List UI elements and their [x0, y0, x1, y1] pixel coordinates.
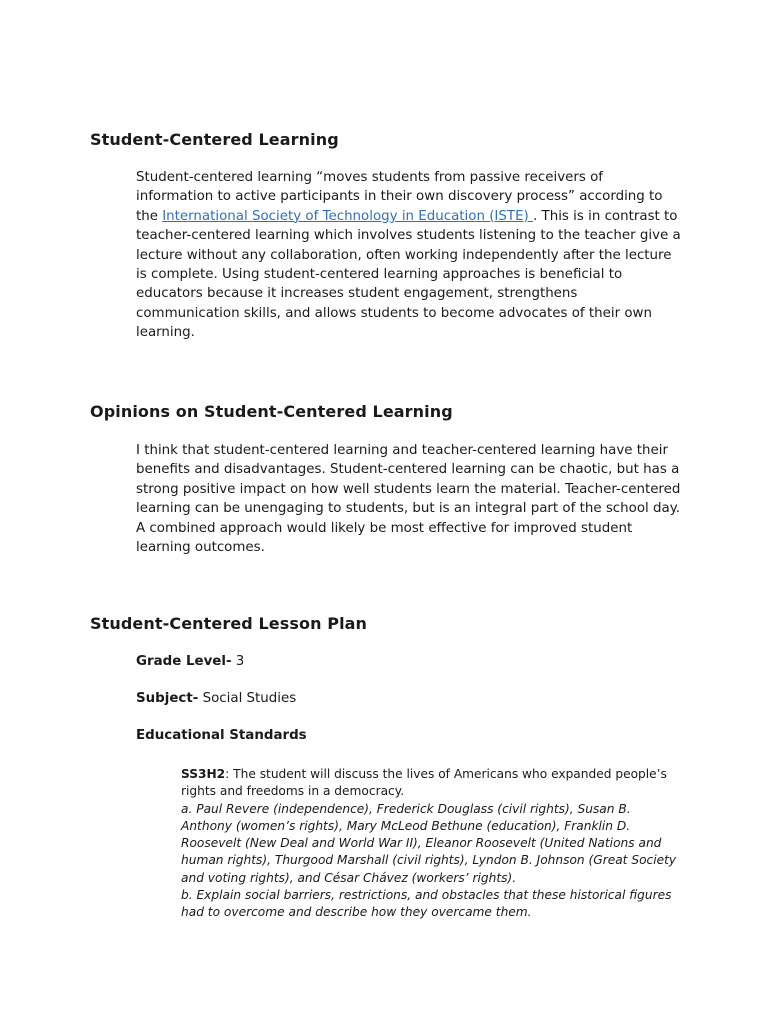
paragraph-opinions: I think that student-centered learning and teacher-centered learning have their benefits and disadvantages. Student-centered learning can be chaotic, but has a strong positive impact on how well students learn the material. Teacher-centered learning can be unengaging to students, but is an integral part of the school day. A combined approach would likely be most effective for improved student learning outcomes.	[136, 443, 681, 556]
subject-value: Social Studies	[198, 691, 297, 706]
iste-link[interactable]: International Society of Technology in Education (ISTE)	[162, 208, 534, 224]
standard-code: SS3H2	[181, 767, 226, 781]
subject-label: Subject-	[136, 691, 199, 706]
standard-item-a: a. Paul Revere (independence), Frederick Douglass (civil rights), Susan B. Anthony (women’s rights), Mary McLeod Bethune (education), Franklin D. Roosevelt (New Deal and World War II), Eleanor Roosevelt (United Nations and human rights), Thurgood Marshall (civil rights), Lyndon B. Johnson (Great Society and voting rights), and César Chávez (workers’ rights).	[181, 801, 677, 885]
educational-standards-label	[136, 728, 307, 743]
grade-level-value: 3	[231, 654, 245, 669]
standard-statement	[181, 766, 681, 801]
grade-level-label: Grade Level-	[136, 654, 232, 669]
standard-block	[181, 766, 681, 922]
grade-level-field	[136, 654, 244, 669]
subject-field	[136, 691, 296, 706]
paragraph-text-after-link: . This is in contrast to teacher-centered learning which involves students listening to the teacher give a lecture without any collaboration, often working independently after the lecture is complete. Using student-centered learning approaches is beneficial to educators because it increases student engagement, strengthens communication skills, and allows students to become advocates of their own learning.	[136, 208, 681, 341]
heading-lesson-plan: Student-Centered Lesson Plan	[90, 614, 368, 633]
heading-opinions: Opinions on Student-Centered Learning	[90, 402, 453, 421]
standard-item-b: b. Explain social barriers, restrictions, and obstacles that these historical figures had to overcome and describe how they overcame them.	[181, 888, 672, 920]
paragraph-text-before-link: Student-centered learning “moves students from passive receivers of information to active participants in their own discovery process” according to the	[136, 170, 663, 224]
paragraph-student-centered-learning	[136, 168, 681, 343]
educational-standards-label-text: Educational Standards	[136, 728, 307, 743]
heading-student-centered-learning: Student-Centered Learning	[90, 130, 339, 149]
standard-text: : The student will discuss the lives of Americans who expanded people’s rights and freedoms in a democracy.	[181, 767, 667, 799]
